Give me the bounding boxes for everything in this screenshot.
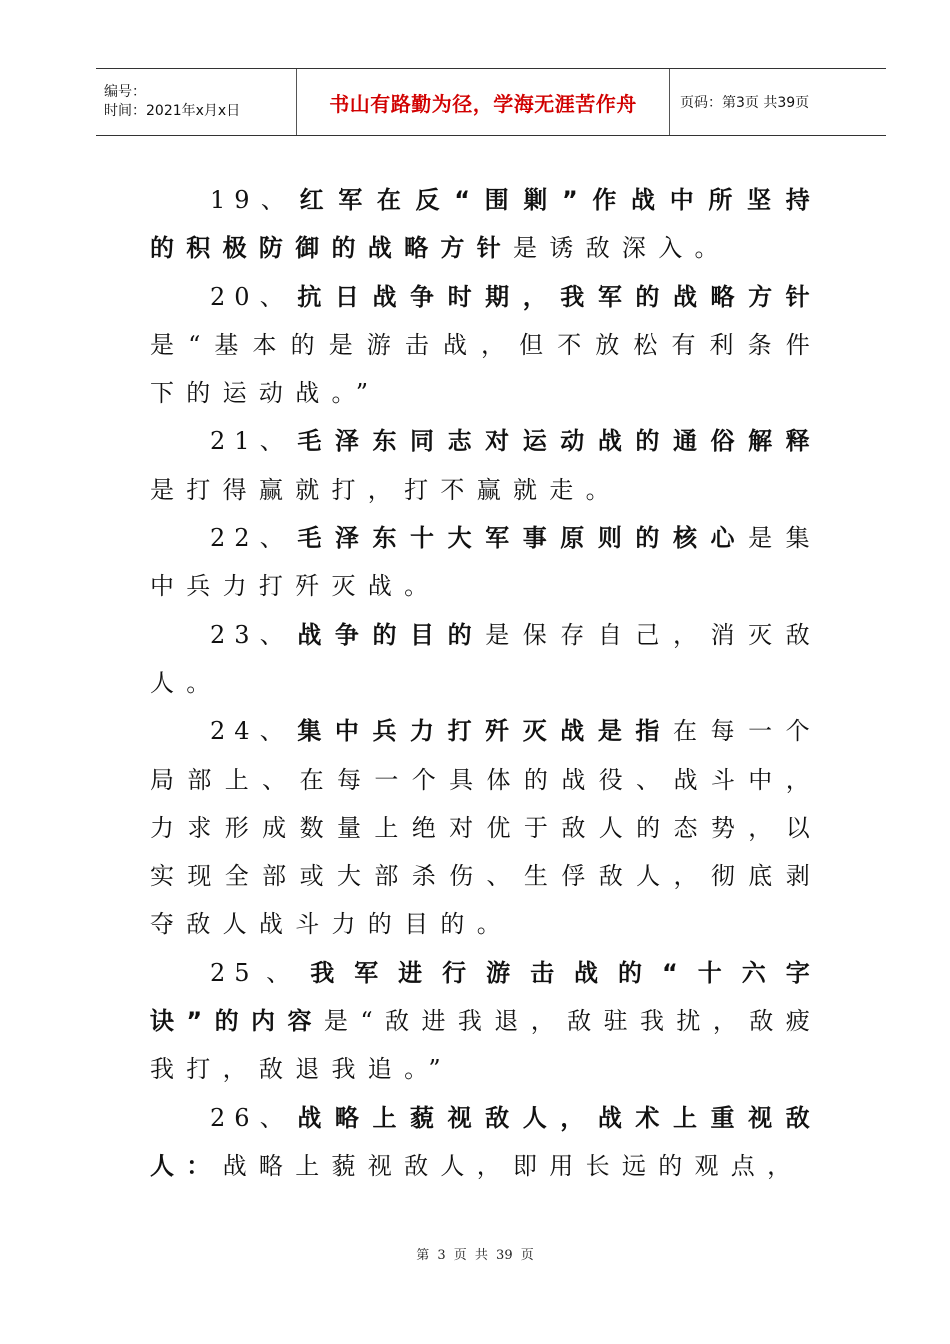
item-number: 23 (210, 620, 259, 649)
item-text: 是保存自己，消灭敌人。 (150, 620, 822, 697)
item-text: 是“基本的是游击战，但不放松有利条件下的运动战。” (150, 330, 822, 408)
item-bold-text: 战略上藐视敌人，战术上重视敌人： (150, 1103, 822, 1180)
list-item (150, 417, 822, 514)
page-footer (0, 1244, 950, 1263)
item-number: 21 (210, 427, 259, 456)
list-item (150, 1094, 822, 1191)
item-bold-text: 战争的目的 (297, 620, 486, 649)
item-number: 19 (210, 186, 259, 214)
motto-text: 书山有路勤为径，学海无涯苦作舟 (329, 91, 637, 116)
page-label: 页码：第3页 共39页 (680, 95, 810, 111)
item-text: 在每一个局部上、在每一个具体的战役、战斗中，力求形成数量上绝对优于敌人的态势，以实现全部或大部杀伤、生俘敌人，彻底剥夺敌人战斗力的目的。 (150, 717, 822, 939)
item-separator: 、 (258, 717, 298, 746)
item-number: 20 (210, 282, 259, 311)
code-label: 编号： (104, 84, 146, 100)
item-text: 是诱敌深入。 (513, 234, 731, 263)
item-number: 22 (210, 524, 259, 553)
item-separator: 、 (258, 186, 300, 214)
list-item (150, 949, 822, 1094)
item-number: 24 (210, 717, 259, 746)
item-bold-text: 我军进行游击战的“十六字诀”的内容 (150, 958, 822, 1036)
footer-page-number: 第 3 页 共 39 页 (416, 1248, 534, 1263)
item-separator: 、 (258, 282, 298, 311)
list-item (150, 514, 822, 611)
list-item (150, 707, 822, 948)
item-number: 25 (210, 958, 259, 987)
list-item (150, 611, 822, 708)
item-bold-text: 毛泽东同志对运动战的通俗解释 (297, 427, 822, 456)
item-separator: 、 (258, 524, 298, 553)
item-bold-text: 毛泽东十大军事原则的核心 (297, 524, 749, 553)
item-number: 26 (210, 1103, 259, 1132)
header-motto (296, 69, 670, 135)
item-separator: 、 (258, 958, 311, 987)
item-text: 是集中兵力打歼灭战。 (150, 524, 822, 601)
time-label: 时间：2021年x月x日 (104, 103, 241, 119)
item-text: 是打得赢就打，打不赢就走。 (150, 475, 622, 504)
item-bold-text: 抗日战争时期，我军的战略方针 (297, 282, 822, 311)
item-separator: 、 (258, 620, 298, 649)
item-bold-text: 集中兵力打歼灭战是指 (297, 717, 673, 746)
item-text: 是“敌进我退，敌驻我扰，敌疲我打，敌退我追。” (150, 1007, 822, 1084)
page-header (96, 68, 886, 136)
item-separator: 、 (258, 1103, 298, 1132)
item-bold-text: 红军在反“围剿”作战中所坚持的积极防御的战略方针 (150, 186, 822, 263)
header-page-info (670, 69, 886, 135)
header-meta (96, 69, 296, 135)
list-item (150, 176, 822, 273)
document-body (150, 176, 822, 1190)
list-item (150, 273, 822, 418)
item-text: 战略上藐视敌人，即用长远的观点， (222, 1151, 804, 1180)
item-separator: 、 (258, 427, 298, 456)
